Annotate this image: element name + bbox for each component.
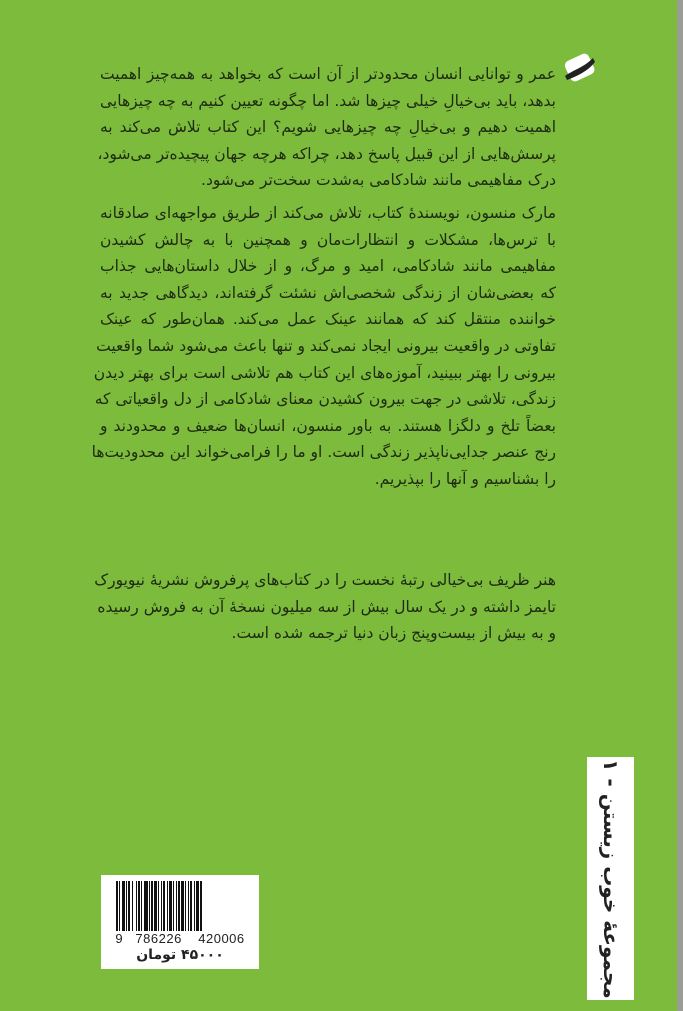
- description-paragraph-3: [94, 567, 556, 647]
- isbn-middle: 786226: [135, 931, 182, 946]
- text-line: اهمیت دهیم و بی‌خیالِ چه چیزهایی شویم؟ این کتاب تلاش می‌کند به: [100, 118, 556, 137]
- text-line: را بشناسیم و آنها را بپذیریم.: [374, 469, 556, 488]
- text-line: تایمز داشته و در یک سال بیش از سه میلیون نسخهٔ آن به فروش رسیده: [97, 597, 556, 616]
- publisher-logo-icon: [563, 50, 599, 86]
- text-line: با ترس‌ها، مشکلات و انتظارات‌مان و همچنین با به چالش کشیدن: [100, 230, 556, 249]
- barcode-icon: [116, 881, 244, 931]
- text-line: و به بیش از بیست‌وپنج زبان دنیا ترجمه شده است.: [231, 624, 556, 643]
- text-line: خواننده منتقل کند که همانند عینک عمل می‌کند. همان‌طور که عینک: [100, 310, 556, 329]
- text-line: پرسش‌هایی از این قبیل پاسخ دهد، چراکه هرچه جهان پیچیده‌تر می‌شود،: [97, 144, 556, 163]
- text-line: بدهد، باید بی‌خیالِ خیلی چیزها شد. اما چگونه تعیین کنیم به چه چیزهایی: [100, 91, 556, 110]
- description-paragraph-2: [91, 200, 556, 493]
- isbn-suffix: 420006: [198, 931, 245, 946]
- text-line: زندگی، تلاشی در جهت بیرون کشیدن معنای شادکامی از دل واقعیاتی که: [94, 390, 556, 409]
- price: ۴۵۰۰۰ تومان: [136, 947, 224, 963]
- text-line: بعضاً تلخ و دلگزا هستند. به باور منسون، انسان‌ها ضعیف و محدودند و: [100, 416, 556, 435]
- text-line: مارک منسون، نویسندهٔ کتاب، تلاش می‌کند از طریق مواجهه‌ای صادقانه: [100, 204, 556, 222]
- text-line: رنج عنصر جدایی‌ناپذیر زندگی است. او ما را فرامی‌خواند این محدودیت‌ها: [91, 443, 556, 462]
- text-line: تفاوتی در واقعیت بیرونی ایجاد نمی‌کند و تنها باعث می‌شود شما واقعیت: [96, 336, 556, 355]
- text-line: درک مفاهیمی مانند شادکامی به‌شدت سخت‌تر می‌شود.: [201, 171, 556, 190]
- text-line: بیرونی را بهتر ببینید، آموزه‌های این کتاب هم تلاشی است برای بهتر دیدن: [93, 363, 556, 382]
- barcode-bar: [202, 881, 203, 931]
- description-paragraph-1: [97, 61, 556, 194]
- isbn-number: [101, 931, 259, 946]
- text-line: عمر و توانایی انسان محدودتر از آن است که بخواهد به همه‌چیز اهمیت: [100, 65, 556, 83]
- page-edge: [677, 0, 683, 1011]
- text-line: مفاهیمی مانند شادکامی، امید و مرگ، و از خلال داستان‌هایی جذاب: [100, 257, 556, 276]
- barcode-label: [101, 875, 259, 969]
- series-label-box: [587, 757, 634, 1000]
- text-line: که بعضی‌شان از زندگی شخصی‌اش نشئت گرفته‌اند، دیدگاهی جدید به: [100, 283, 556, 302]
- series-label: مجموعهٔ خوب زیستن - ۱: [598, 758, 623, 999]
- text-line: هنر ظریف بی‌خیالی رتبهٔ نخست را در کتاب‌های پرفروش نشریهٔ نیویورک: [94, 571, 556, 589]
- isbn-prefix: 9: [115, 931, 124, 946]
